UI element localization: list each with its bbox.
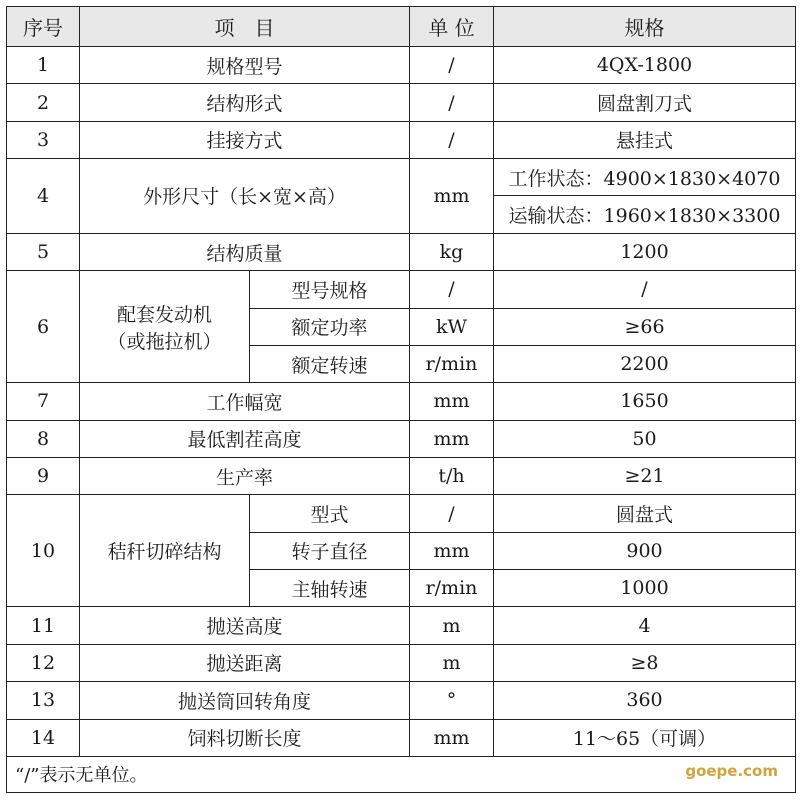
row-no: 3 [7, 121, 80, 158]
table-row [7, 607, 796, 644]
row-spec: 4QX-1800 [494, 47, 796, 84]
group-item-line2: （或拖拉机） [107, 330, 222, 353]
row-unit: mm [410, 383, 494, 420]
table-row [7, 495, 796, 532]
row-no: 6 [7, 271, 80, 383]
row-spec: 圆盘割刀式 [494, 84, 796, 121]
row-spec: ≥21 [494, 457, 796, 494]
header-spec: 规格 [494, 7, 796, 47]
row-item: 挂接方式 [80, 121, 410, 158]
row-spec: 360 [494, 682, 796, 719]
row-no: 5 [7, 233, 80, 270]
row-item: 抛送筒回转角度 [80, 682, 410, 719]
row-spec: / [494, 271, 796, 308]
row-item: 外形尺寸（长×宽×高） [80, 159, 410, 234]
table-row [7, 47, 796, 84]
row-no: 11 [7, 607, 80, 644]
row-unit: / [410, 271, 494, 308]
table-row [7, 383, 796, 420]
row-unit: kW [410, 308, 494, 345]
table-row [7, 159, 796, 196]
row-unit: m [410, 644, 494, 681]
row-no: 1 [7, 47, 80, 84]
row-subitem: 额定功率 [250, 308, 410, 345]
row-unit: m [410, 607, 494, 644]
row-unit: / [410, 47, 494, 84]
row-unit: mm [410, 420, 494, 457]
row-unit: mm [410, 719, 494, 756]
header-item: 项 目 [80, 7, 410, 47]
row-no: 2 [7, 84, 80, 121]
row-no: 8 [7, 420, 80, 457]
row-unit: / [410, 495, 494, 532]
row-spec: 悬挂式 [494, 121, 796, 158]
row-unit: mm [410, 532, 494, 569]
row-subitem: 主轴转速 [250, 570, 410, 607]
row-unit: / [410, 121, 494, 158]
row-subitem: 转子直径 [250, 532, 410, 569]
row-unit: r/min [410, 345, 494, 382]
table-note: “/”表示无单位。 [7, 756, 796, 792]
row-unit: kg [410, 233, 494, 270]
header-no: 序号 [7, 7, 80, 47]
table-row [7, 271, 796, 308]
row-spec: 900 [494, 532, 796, 569]
row-item: 规格型号 [80, 47, 410, 84]
row-spec: 50 [494, 420, 796, 457]
table-row [7, 84, 796, 121]
row-spec: 2200 [494, 345, 796, 382]
row-item: 饲料切断长度 [80, 719, 410, 756]
watermark: goepe.com [685, 762, 778, 780]
row-item: 抛送高度 [80, 607, 410, 644]
row-spec: 1200 [494, 233, 796, 270]
row-spec: 1000 [494, 570, 796, 607]
note-row [7, 756, 796, 792]
row-item: 工作幅宽 [80, 383, 410, 420]
spec-table [6, 6, 796, 793]
row-unit: mm [410, 159, 494, 234]
row-spec: 圆盘式 [494, 495, 796, 532]
table-row [7, 644, 796, 681]
table-row [7, 233, 796, 270]
row-spec-working: 工作状态：4900×1830×4070 [494, 159, 796, 196]
header-unit: 单 位 [410, 7, 494, 47]
table-row [7, 457, 796, 494]
row-subitem: 型式 [250, 495, 410, 532]
row-no: 13 [7, 682, 80, 719]
row-unit: r/min [410, 570, 494, 607]
row-spec: ≥66 [494, 308, 796, 345]
row-item: 抛送距离 [80, 644, 410, 681]
row-no: 7 [7, 383, 80, 420]
row-no: 14 [7, 719, 80, 756]
row-group-item [80, 271, 250, 383]
header-row [7, 7, 796, 47]
row-item: 结构形式 [80, 84, 410, 121]
row-spec: 11～65（可调） [494, 719, 796, 756]
table-row [7, 682, 796, 719]
row-item: 生产率 [80, 457, 410, 494]
row-item: 最低割茬高度 [80, 420, 410, 457]
row-group-item: 秸秆切碎结构 [80, 495, 250, 607]
row-no: 9 [7, 457, 80, 494]
row-subitem: 型号规格 [250, 271, 410, 308]
row-spec-transport: 运输状态：1960×1830×3300 [494, 196, 796, 233]
row-unit: ° [410, 682, 494, 719]
row-unit: / [410, 84, 494, 121]
table-row [7, 121, 796, 158]
row-unit: t/h [410, 457, 494, 494]
row-spec: 1650 [494, 383, 796, 420]
row-no: 10 [7, 495, 80, 607]
row-spec: ≥8 [494, 644, 796, 681]
row-subitem: 额定转速 [250, 345, 410, 382]
table-row [7, 719, 796, 756]
row-no: 4 [7, 159, 80, 234]
group-item-line1: 配套发动机 [116, 303, 212, 326]
row-spec: 4 [494, 607, 796, 644]
row-item: 结构质量 [80, 233, 410, 270]
table-row [7, 420, 796, 457]
row-no: 12 [7, 644, 80, 681]
